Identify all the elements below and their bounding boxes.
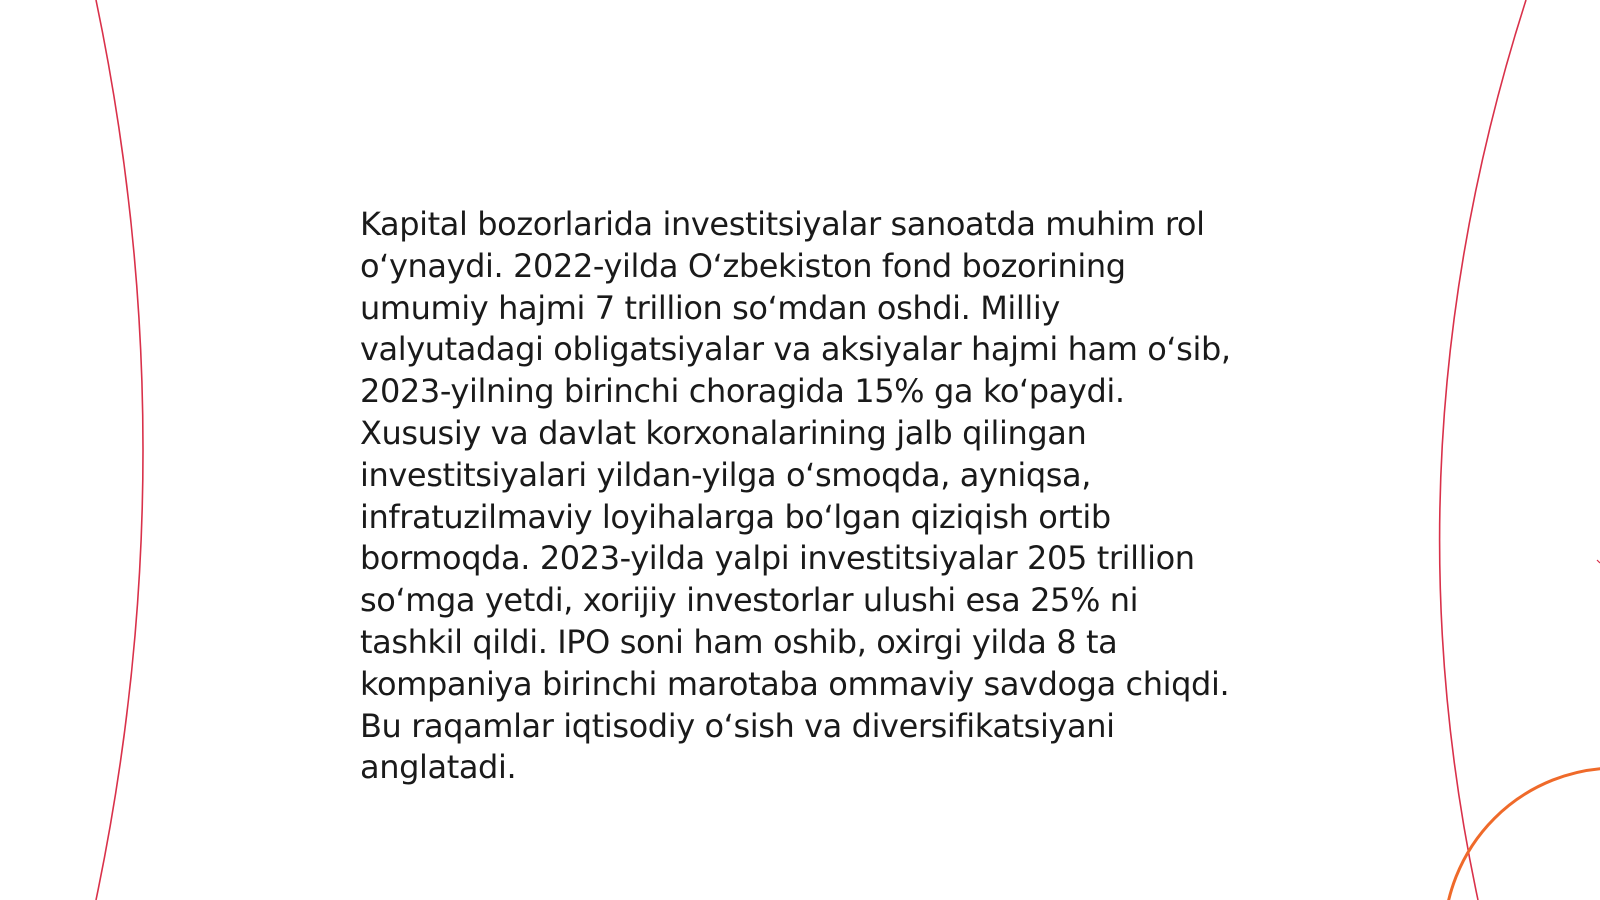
left-arc — [96, 0, 143, 900]
orange-corner-circle — [1444, 768, 1600, 900]
right-arc — [1440, 0, 1526, 900]
body-paragraph: Kapital bozorlarida investitsiyalar sanoatda muhim rol oʻynaydi. 2022-yilda Oʻzbekiston fond bozorining umumiy hajmi 7 trillion soʻmdan oshdi. Milliy valyutadagi obligatsiyalar va aksiyalar hajmi ham oʻsib, 2023-yilning birinchi choragida 15% ga koʻpaydi. Xususiy va davlat korxonalarining jalb qilingan investitsiyalari yildan-yilga oʻsmoqda, ayniqsa, infratuzilmaviy loyihalarga boʻlgan qiziqish ortib bormoqda. 2023-yilda yalpi investitsiyalar 205 trillion soʻmga yetdi, xorijiy investorlar ulushi esa 25% ni tashkil qildi. IPO soni ham oshib, oxirgi yilda 8 ta kompaniya birinchi marotaba ommaviy savdoga chiqdi. Bu raqamlar iqtisodiy oʻsish va diversifikatsiyani anglatadi. — [360, 205, 1231, 787]
